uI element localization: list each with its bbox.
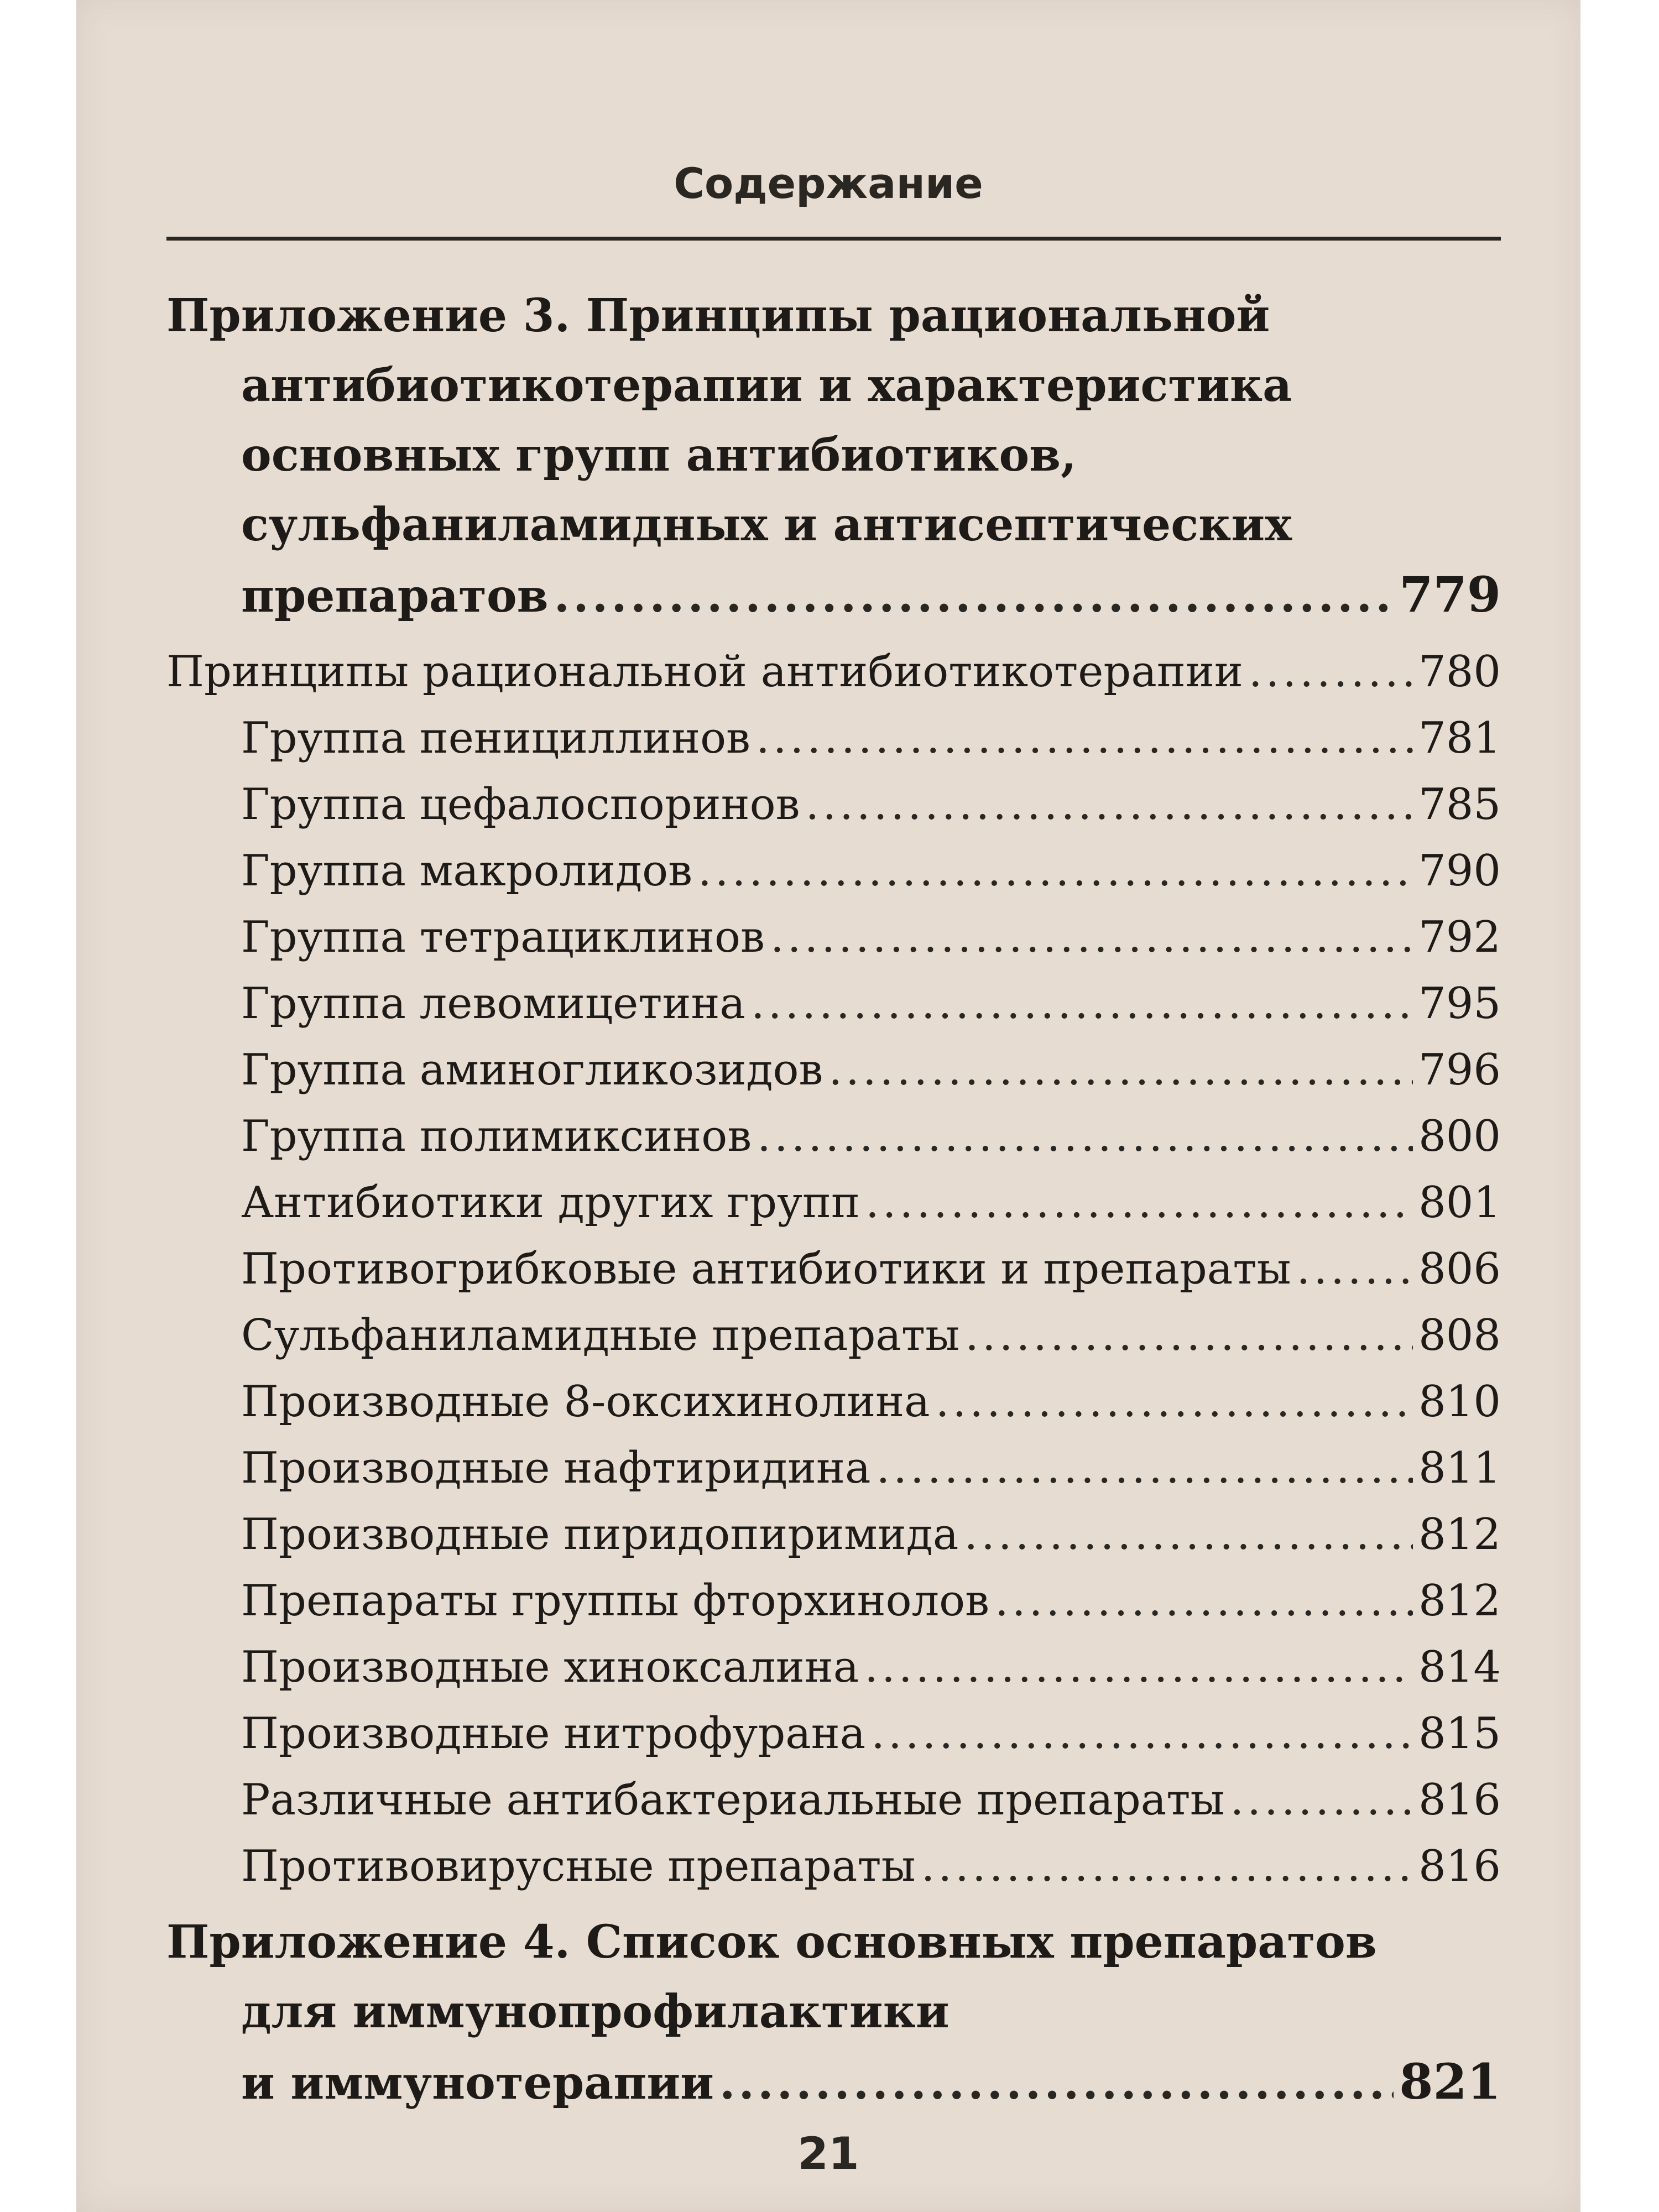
entry-title: Антибиотики других групп: [241, 1178, 860, 1228]
toc-subentry[interactable]: [166, 904, 1501, 971]
page-number: 814: [1418, 1642, 1501, 1692]
page-number: 781: [1418, 713, 1501, 763]
entry-line: [166, 351, 1501, 420]
dot-leader: [864, 1634, 1413, 1700]
dot-leader: [719, 2048, 1394, 2118]
toc-subentry[interactable]: [166, 771, 1501, 838]
entry-title: Группа цефалоспоринов: [241, 780, 800, 830]
dot-leader: [698, 838, 1413, 904]
header-rule: [166, 237, 1501, 241]
toc-subentry[interactable]: [166, 1700, 1501, 1767]
toc-subentry[interactable]: [166, 1170, 1501, 1236]
toc-subentry[interactable]: [166, 971, 1501, 1037]
entry-title-line: Приложение 3. Принципы рациональной: [166, 289, 1270, 342]
page-number: 801: [1418, 1178, 1501, 1228]
dot-leader: [995, 1568, 1413, 1634]
entry-title: Группа левомицетина: [241, 979, 745, 1029]
running-head: Содержание: [674, 159, 983, 208]
page-number: 810: [1418, 1377, 1501, 1427]
dot-leader: [806, 771, 1413, 838]
page-number: 795: [1418, 979, 1501, 1029]
toc-subentry[interactable]: [166, 838, 1501, 904]
entry-title: Производные хиноксалина: [241, 1642, 859, 1692]
page-number: 812: [1418, 1576, 1501, 1626]
dot-leader: [921, 1833, 1413, 1900]
entry-title-line: и иммунотерапии: [241, 2057, 714, 2110]
page-number: 812: [1418, 1510, 1501, 1559]
dot-leader: [964, 1501, 1413, 1568]
entry-title: Производные пиридопиримида: [241, 1510, 959, 1559]
toc-subentry[interactable]: [166, 1037, 1501, 1103]
entry-title-line: для иммунопрофилактики: [241, 1985, 950, 2038]
dot-leader: [828, 1037, 1413, 1103]
page-number: 811: [1418, 1443, 1501, 1493]
entry-title-line: основных групп антибиотиков,: [241, 429, 1077, 482]
dot-leader: [936, 1369, 1413, 1435]
entry-title: Производные нитрофурана: [241, 1709, 866, 1759]
entry-title: Противовирусные препараты: [241, 1841, 916, 1891]
page-number: 808: [1418, 1311, 1501, 1360]
dot-leader: [756, 705, 1413, 771]
entry-title: Различные антибактериальные препараты: [241, 1775, 1225, 1825]
toc-subentry[interactable]: [166, 1369, 1501, 1435]
page-number: 785: [1418, 780, 1501, 830]
entry-title-line: Приложение 4. Список основных препаратов: [166, 1916, 1377, 1969]
page-number: 790: [1418, 846, 1501, 896]
entry-title: Группа аминогликозидов: [241, 1045, 823, 1095]
dot-leader: [751, 971, 1413, 1037]
dot-leader: [757, 1103, 1413, 1170]
entry-line: [166, 639, 1501, 705]
dot-leader: [1297, 1236, 1413, 1302]
toc-subentry[interactable]: [166, 1833, 1501, 1900]
book-page: [76, 0, 1580, 2212]
entry-title: Группа макролидов: [241, 846, 692, 896]
entry-line: [166, 1977, 1501, 2047]
entry-line: [166, 420, 1501, 490]
toc-entry-appendix-3[interactable]: [166, 281, 1501, 631]
entry-line: [166, 560, 1501, 631]
page-number: 800: [1418, 1112, 1501, 1161]
entry-title: Группа полимиксинов: [241, 1112, 752, 1161]
entry-title: Препараты группы фторхинолов: [241, 1576, 990, 1626]
page-number: 780: [1418, 647, 1501, 697]
toc-subentry[interactable]: [166, 1302, 1501, 1369]
entry-title: Принципы рациональной антибиотикотерапии: [166, 647, 1243, 697]
page-number: 806: [1418, 1244, 1501, 1294]
toc-subentry[interactable]: [166, 1501, 1501, 1568]
dot-leader: [1230, 1767, 1413, 1833]
dot-leader: [770, 904, 1413, 971]
entry-title: Противогрибковые антибиотики и препараты: [241, 1244, 1291, 1294]
toc-entry-principles[interactable]: [166, 639, 1501, 705]
entry-title: Производные нафтиридина: [241, 1443, 871, 1493]
folio-page-number: 21: [797, 2128, 859, 2179]
dot-leader: [865, 1170, 1413, 1236]
toc-subentry[interactable]: [166, 1568, 1501, 1634]
dot-leader: [554, 561, 1394, 631]
entry-line: [166, 490, 1501, 560]
toc-subentry[interactable]: [166, 1236, 1501, 1302]
toc-subentry[interactable]: [166, 1767, 1501, 1833]
dot-leader: [876, 1435, 1413, 1501]
entry-title: Группа тетрациклинов: [241, 912, 765, 962]
entry-line: [166, 1907, 1501, 1977]
page-number: 796: [1418, 1045, 1501, 1095]
dot-leader: [871, 1700, 1413, 1767]
toc-subentry[interactable]: [166, 705, 1501, 771]
entry-title: Сульфаниламидные препараты: [241, 1311, 960, 1360]
entry-title: Группа пенициллинов: [241, 713, 750, 763]
page-number: 816: [1418, 1841, 1501, 1891]
entry-title: Производные 8-оксихинолина: [241, 1377, 930, 1427]
toc-subentry[interactable]: [166, 1435, 1501, 1501]
toc-subentry[interactable]: [166, 1634, 1501, 1700]
page-number: 792: [1418, 912, 1501, 962]
dot-leader: [1249, 639, 1413, 705]
entry-title-line: сульфаниламидных и антисептических: [241, 498, 1292, 551]
table-of-contents: [166, 281, 1501, 2118]
page-number: 821: [1399, 2053, 1501, 2110]
toc-entry-appendix-4[interactable]: [166, 1907, 1501, 2118]
entry-line: [166, 2047, 1501, 2118]
page-number: 815: [1418, 1709, 1501, 1759]
entry-line: [166, 281, 1501, 351]
dot-leader: [965, 1302, 1413, 1369]
entry-title-line: антибиотикотерапии и характеристика: [241, 359, 1292, 412]
page-number: 779: [1399, 566, 1501, 623]
entry-title-line: препаратов: [241, 570, 549, 623]
page-number: 816: [1418, 1775, 1501, 1825]
toc-subentry[interactable]: [166, 1103, 1501, 1170]
